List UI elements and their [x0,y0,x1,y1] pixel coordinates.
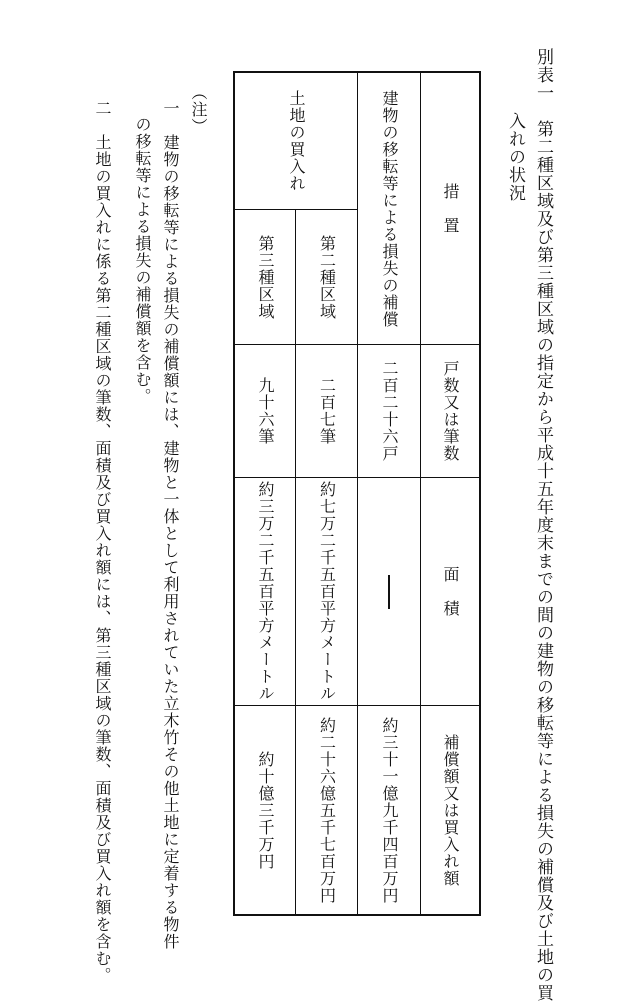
header-measure: 措 置 [441,183,460,234]
table-title: 別表一 第二種区域及び第三種区域の指定から平成十五年度末までの間の建物の移転等による損失の補償及び土地の買 [533,48,553,1002]
land-group-label: 土地の買入れ [287,90,306,192]
header-area: 面 積 [441,566,460,617]
zone3-count: 九十六筆 [256,377,275,445]
building-amount: 約三十一億九千四百万円 [380,716,399,904]
zone3-amount: 約十億三千万円 [256,750,275,870]
empty-dash [388,575,390,609]
zone2-count: 二百七筆 [317,377,337,445]
note-1-continued: の移転等による損失の補償額を含む。 [133,116,152,405]
zone3-label: 第三種区域 [256,234,275,320]
zone3-area: 約三万二千五百平方メートル [256,481,275,702]
table-title-continued: 入れの状況 [505,112,525,202]
header-count: 戸数又は筆数 [441,360,460,462]
note-1: 一 建物の移転等による損失の補償額には、建物と一体として利用されていた立木竹その他土地に定着する物件 [161,100,180,950]
zone2-label: 第二種区域 [317,234,337,320]
building-count: 二百二十六戸 [380,360,399,462]
zone2-area: 約七万二千五百平方メートル [317,481,337,702]
header-amount: 補償額又は買入れ額 [441,733,460,887]
notes-heading: （注） [189,84,208,135]
building-label: 建物の移転等による損失の補償 [380,89,399,328]
note-2: 二 土地の買入れに係る第二種区域の筆数、面積及び買入れ額には、第三種区域の筆数、面積及び買入れ額を含む。 [93,100,112,984]
zone2-amount: 約二十六億五千七百万円 [317,716,337,904]
building-area [358,478,420,705]
